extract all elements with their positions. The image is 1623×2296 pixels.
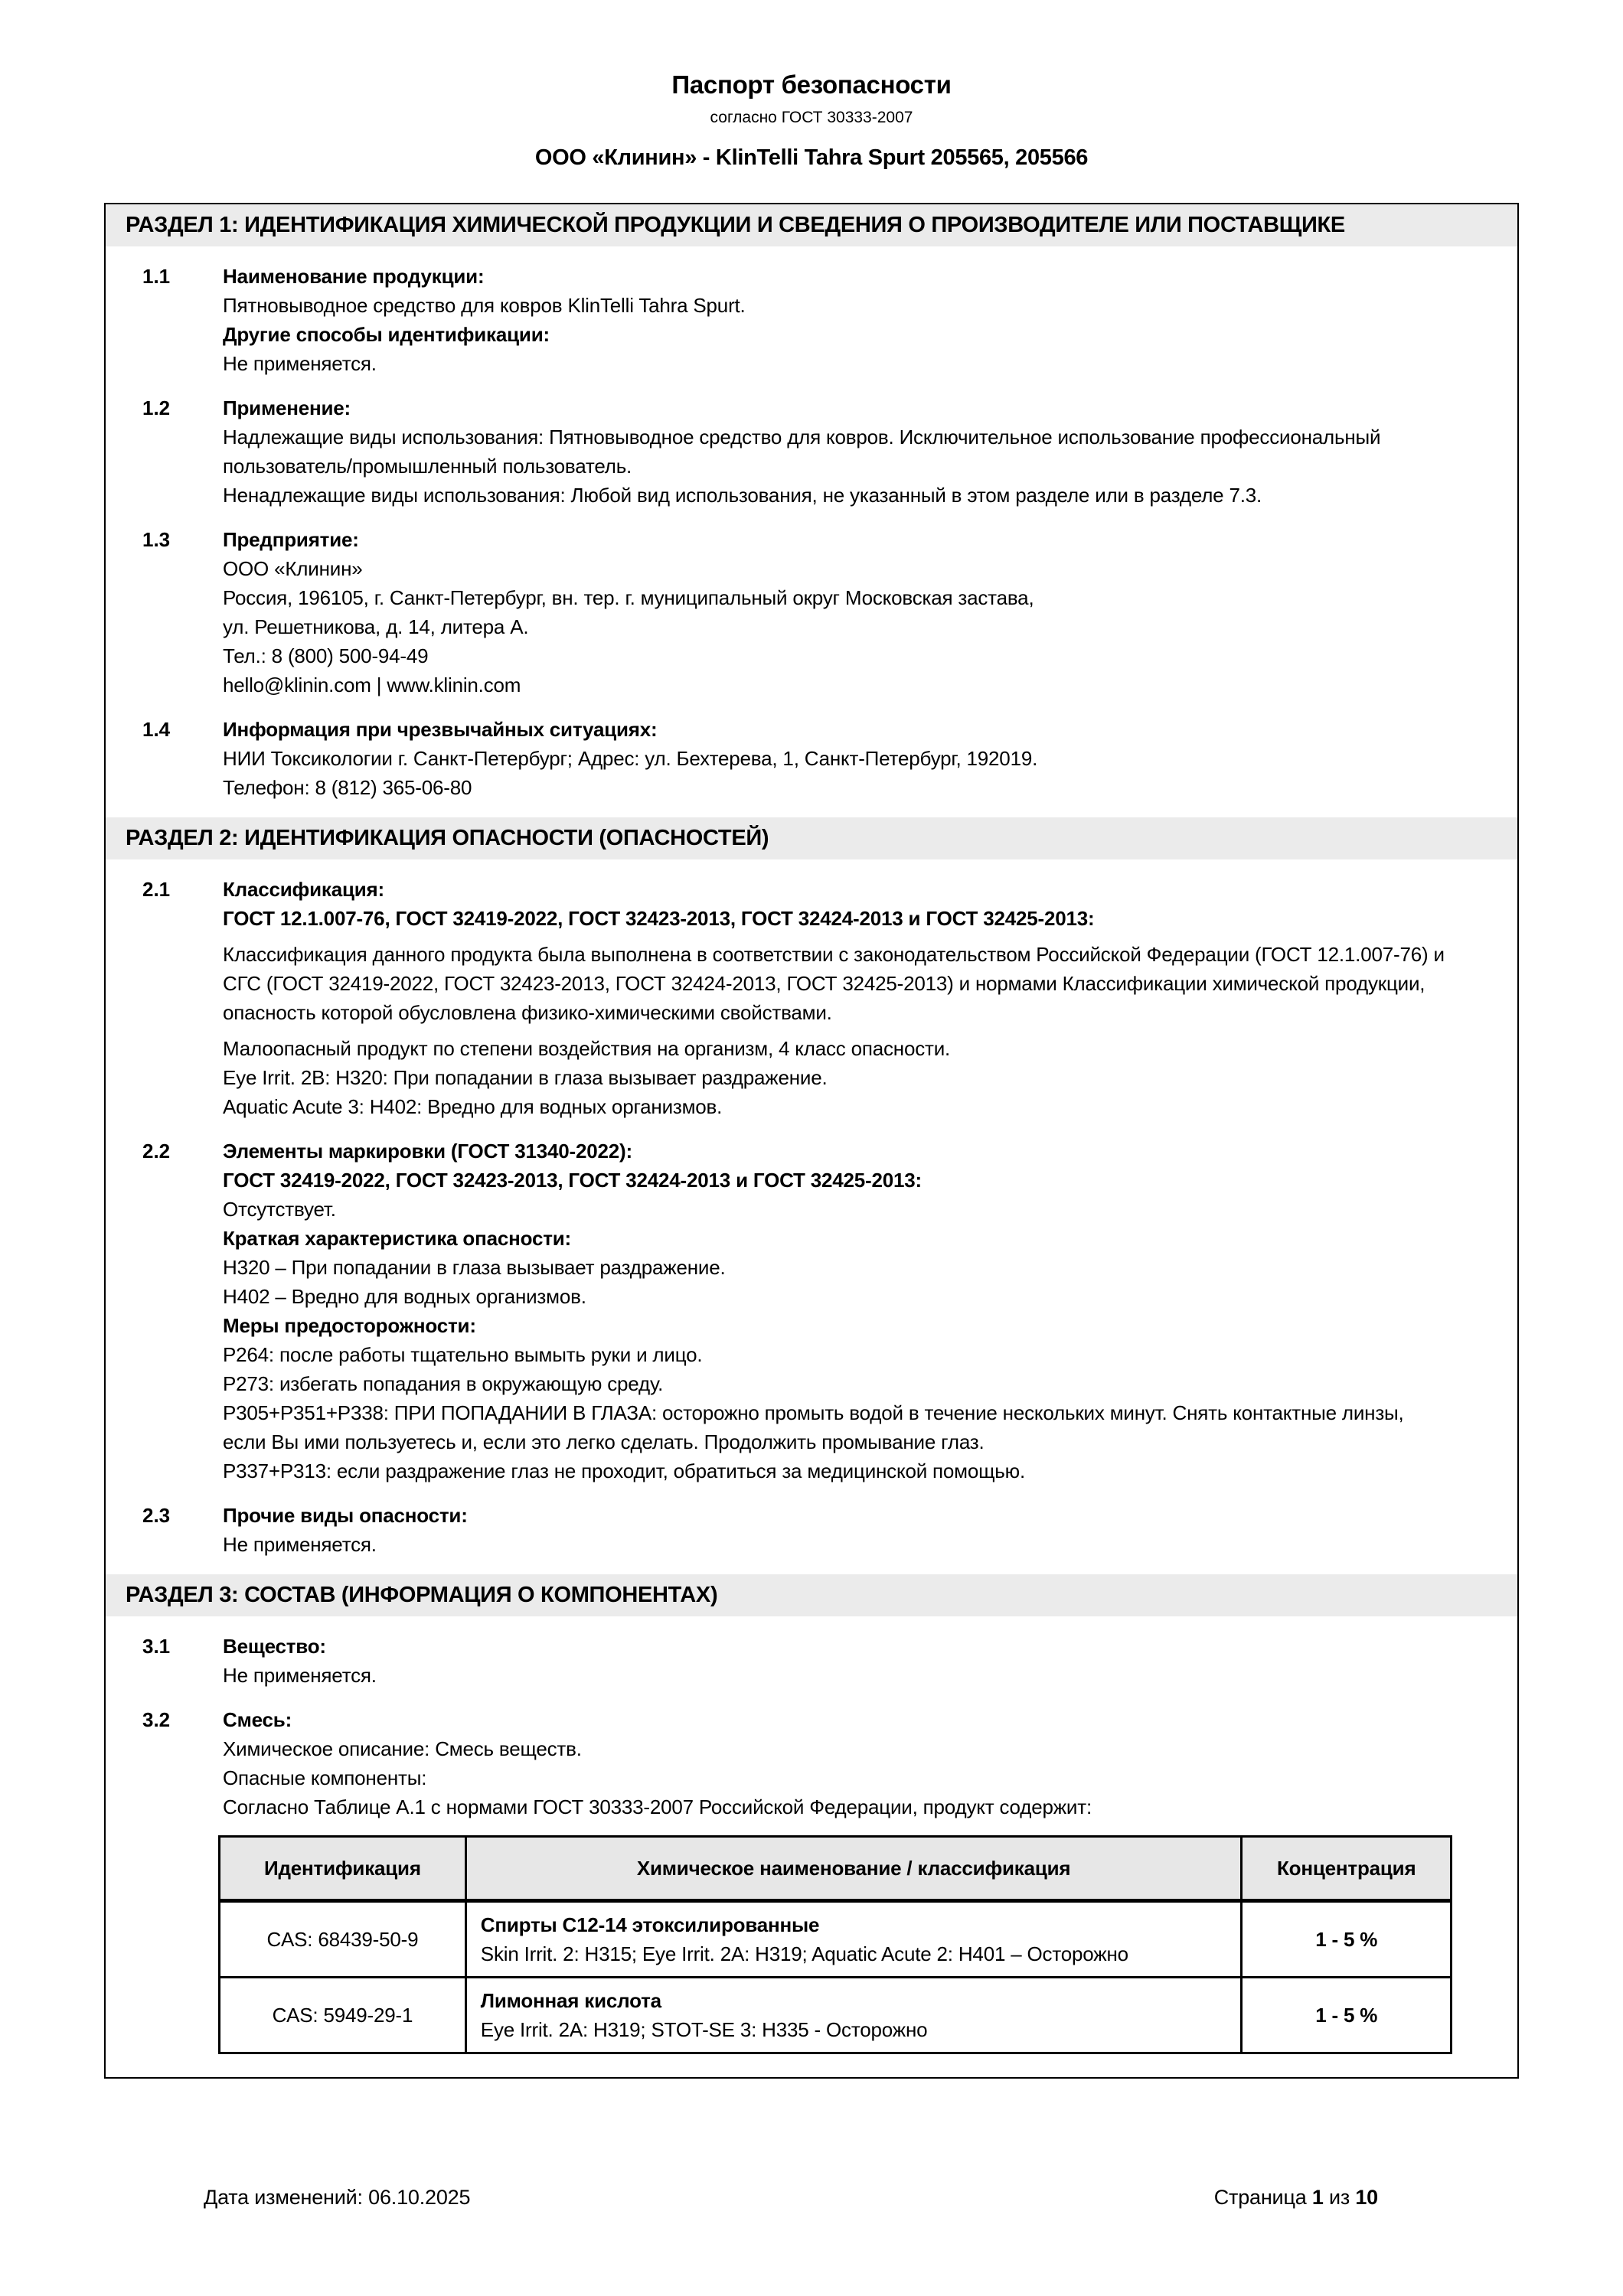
component-2-name: Лимонная кислота [480,1989,661,2012]
components-table [218,1835,1452,2054]
product-name-line: Пятновыводное средство для ковров KlinTelli Tahra Spurt. [223,294,746,317]
other-hazards-line: Не применяется. [223,1533,377,1556]
item-2-2 [142,1137,1448,1486]
substance-line: Не применяется. [223,1664,377,1687]
column-header-chemical-name: Химическое наименование / классификация [465,1837,1242,1901]
item-3-1 [142,1632,1448,1690]
hazard-statement-subtitle: Краткая характеристика опасности: [223,1227,572,1250]
component-1-cas: CAS: 68439-50-9 [220,1901,466,1978]
item-3-2-number: 3.2 [142,1708,171,1731]
h402-line: H402 – Вредно для водных организмов. [223,1285,586,1308]
page-footer [204,2186,1378,2210]
chemical-description-line: Химическое описание: Смесь веществ. [223,1737,582,1760]
gost-standards-line-2: ГОСТ 32419-2022, ГОСТ 32423-2013, ГОСТ 32424-2013 и ГОСТ 32425-2013: [223,1169,922,1192]
label-elements-line: Отсутствует. [223,1198,336,1221]
text-line: Не применяется. [223,352,377,375]
table-intro-line: Согласно Таблице А.1 с нормами ГОСТ 30333-2007 Российской Федерации, продукт содержит: [223,1795,1092,1818]
p273-line: P273: избегать попадания в окружающую среду. [223,1372,664,1395]
item-1-4-title: Информация при чрезвычайных ситуациях: [223,718,658,741]
company-address-line-1: Россия, 196105, г. Санкт-Петербург, вн. тер. г. муниципальный округ Московская застава, [223,586,1034,609]
item-2-3-title: Прочие виды опасности: [223,1504,468,1527]
item-3-2 [142,1705,1448,2062]
page-number: 1 [1311,2186,1324,2209]
item-3-1-title: Вещество: [223,1635,326,1658]
page-word: Страница [1213,2186,1307,2209]
item-1-1-title: Наименование продукции: [223,265,485,288]
company-contacts-line: hello@klinin.com | www.klinin.com [223,673,521,696]
unintended-use-line: Ненадлежащие виды использования: Любой вид использования, не указанный в этом разделе или в разделе 7.3. [223,484,1262,507]
page-total: 10 [1355,2186,1378,2209]
item-1-1-subtitle: Другие способы идентификации: [223,323,550,346]
item-1-1-number: 1.1 [142,265,171,288]
classification-paragraph: Классификация данного продукта была выполнена в соответствии с законодательством Российской Федерации (ГОСТ 12.1.007-76) и СГС (ГОСТ 32419-2022, ГОСТ 32423-2013, ГОСТ 32424-2013, ГОСТ 32425-2013) и нормами Классификации химической продукции, опасность которой обусловлена физико-химическими свойствами. [223,943,1445,1024]
item-3-1-number: 3.1 [142,1635,171,1658]
p264-line: P264: после работы тщательно вымыть руки и лицо. [223,1343,703,1366]
aquatic-acute-line: Aquatic Acute 3: H402: Вредно для водных организмов. [223,1095,723,1118]
item-3-2-title: Смесь: [223,1708,292,1731]
item-1-2-number: 1.2 [142,396,171,419]
item-2-1-number: 2.1 [142,878,171,901]
item-2-2-number: 2.2 [142,1140,171,1163]
table-row-component-2 [220,1978,1452,2053]
component-1-name: Спирты C12-14 этоксилированные [480,1913,820,1936]
company-phone-line: Тел.: 8 (800) 500-94-49 [223,644,429,667]
precaution-subtitle: Меры предосторожности: [223,1314,476,1337]
item-1-4-number: 1.4 [142,718,171,741]
page-indicator [1214,2186,1378,2210]
item-2-2-title: Элементы маркировки (ГОСТ 31340-2022): [223,1140,632,1163]
item-1-3-number: 1.3 [142,528,171,551]
hazardous-components-line: Опасные компоненты: [223,1766,427,1789]
revision-date: Дата изменений: 06.10.2025 [204,2186,471,2209]
item-2-1-title: Классификация: [223,878,384,901]
item-1-4 [142,715,1448,802]
item-1-3 [142,525,1448,700]
document-subtitle: согласно ГОСТ 30333-2007 [710,109,913,126]
eye-irrit-line: Eye Irrit. 2B: H320: При попадании в глаза вызывает раздражение. [223,1066,828,1089]
p305-line: P305+P351+P338: ПРИ ПОПАДАНИИ В ГЛАЗА: осторожно промыть водой в течение нескольких минут. Снять контактные линзы, если Вы ими пользуетесь и, если это легко сделать. Продолжить промывание глаз. [223,1401,1404,1453]
item-1-2 [142,393,1448,510]
column-header-identification: Идентификация [220,1837,466,1901]
product-header: ООО «Клинин» - KlinTelli Tahra Spurt 205565, 205566 [534,145,1089,170]
item-1-1 [142,262,1448,378]
company-address-line-2: ул. Решетникова, д. 14, литера А. [223,615,529,638]
item-2-3-number: 2.3 [142,1504,171,1527]
gost-standards-line: ГОСТ 12.1.007-76, ГОСТ 32419-2022, ГОСТ 32423-2013, ГОСТ 32424-2013 и ГОСТ 32425-2013: [223,907,1095,930]
section-1-header: РАЗДЕЛ 1: ИДЕНТИФИКАЦИЯ ХИМИЧЕСКОЙ ПРОДУКЦИИ И СВЕДЕНИЯ О ПРОИЗВОДИТЕЛЕ ИЛИ ПОСТАВЩИКЕ [106,204,1517,246]
component-2-classification: Eye Irrit. 2A: H319; STOT-SE 3: H335 - Осторожно [480,2018,928,2041]
company-name-line: ООО «Клинин» [223,557,363,580]
of-word: из [1328,2186,1350,2209]
component-1-classification: Skin Irrit. 2: H315; Eye Irrit. 2A: H319; Aquatic Acute 2: H401 – Осторожно [480,1942,1128,1965]
column-header-concentration: Концентрация [1242,1837,1452,1901]
emergency-org-line: НИИ Токсикологии г. Санкт-Петербург; Адрес: ул. Бехтерева, 1, Санкт-Петербург, 192019. [223,747,1038,770]
h320-line: H320 – При попадании в глаза вызывает раздражение. [223,1256,726,1279]
section-2-header: РАЗДЕЛ 2: ИДЕНТИФИКАЦИЯ ОПАСНОСТИ (ОПАСНОСТЕЙ) [106,817,1517,859]
emergency-phone-line: Телефон: 8 (812) 365-06-80 [223,776,472,799]
table-row-component-1 [220,1901,1452,1978]
component-1-name-cell [465,1901,1242,1978]
component-2-name-cell [465,1978,1242,2053]
hazard-class-line: Малоопасный продукт по степени воздействия на организм, 4 класс опасности. [223,1037,951,1060]
intended-use-line: Надлежащие виды использования: Пятновыводное средство для ковров. Исключительное использование профессиональный пользователь/промышленный пользователь. [223,426,1381,478]
component-2-cas: CAS: 5949-29-1 [220,1978,466,2053]
document-header [0,0,1623,171]
item-2-3 [142,1501,1448,1559]
item-2-1 [142,875,1448,1121]
p337-line: P337+P313: если раздражение глаз не проходит, обратиться за медицинской помощью. [223,1459,1025,1482]
document-title: Паспорт безопасности [671,70,952,99]
components-table-header-row [220,1837,1452,1901]
item-1-3-title: Предприятие: [223,528,359,551]
component-2-concentration: 1 - 5 % [1242,1978,1452,2053]
content-box [104,203,1519,2079]
section-3-header: РАЗДЕЛ 3: СОСТАВ (ИНФОРМАЦИЯ О КОМПОНЕНТАХ) [106,1574,1517,1616]
component-1-concentration: 1 - 5 % [1242,1901,1452,1978]
item-1-2-title: Применение: [223,396,351,419]
